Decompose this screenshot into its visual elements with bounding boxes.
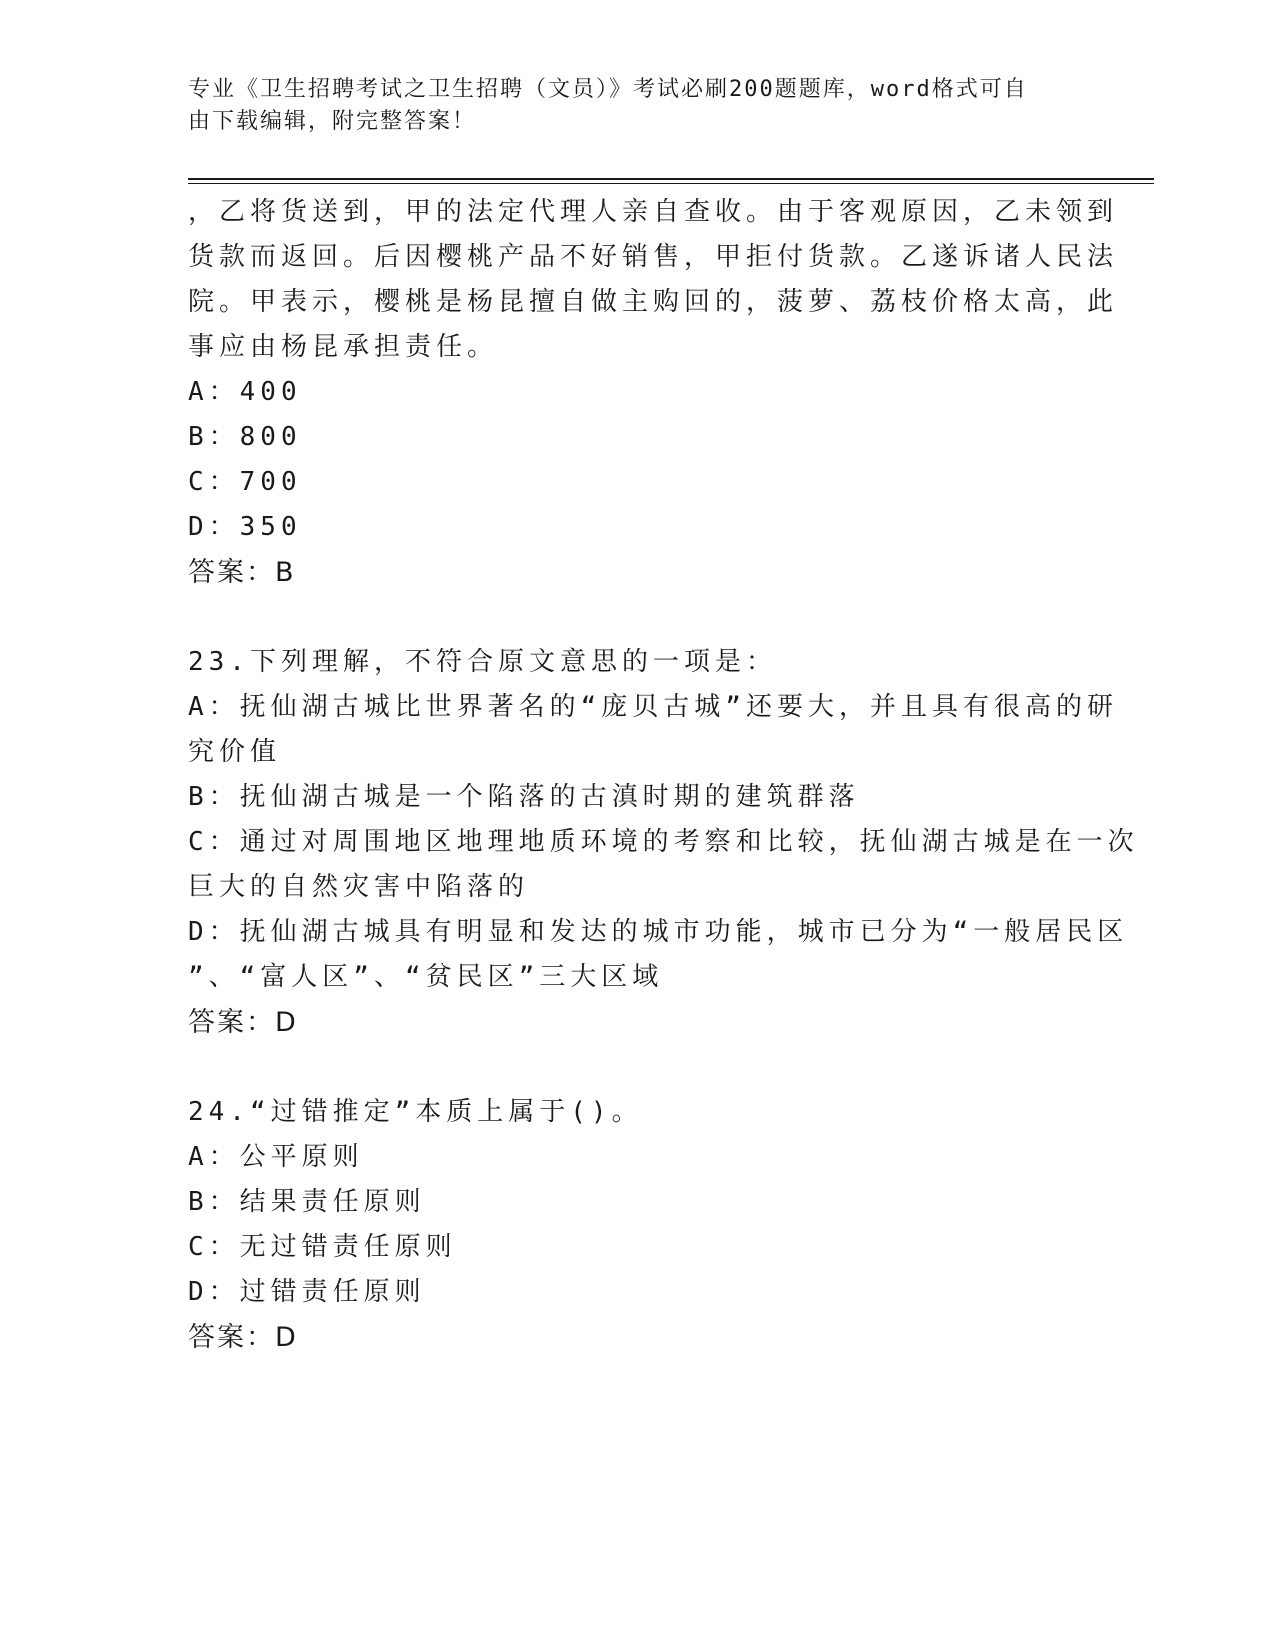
option-d: D：过错责任原则 [188,1277,426,1307]
option-d: D：抚仙湖古城具有明显和发达的城市功能，城市已分为“一般居民区 [188,917,1129,947]
option-b: B：800 [188,422,302,452]
option-a: A：400 [188,377,302,407]
question-text-line: 事应由杨昆承担责任。 [188,332,499,362]
question-23 [188,640,1139,1045]
option-a: A：公平原则 [188,1142,364,1172]
answer-line: 答案：D [188,1007,298,1038]
question-title: 23.下列理解，不符合原文意思的一项是： [188,647,777,677]
question-block-continued [188,190,1119,595]
answer-line: 答案：B [188,557,296,588]
question-text-line: 院。甲表示，樱桃是杨昆擅自做主购回的，菠萝、荔枝价格太高，此 [188,287,1119,317]
answer-line: 答案：D [188,1322,298,1353]
header-line-1: 专业《卫生招聘考试之卫生招聘（文员）》考试必刷200题题库，word格式可自 [188,77,1028,102]
header-divider [188,178,1154,184]
spacer [188,595,1088,640]
document-header [188,74,1088,138]
option-a-continued: 究价值 [188,737,282,767]
header-line-2: 由下载编辑，附完整答案！ [188,109,477,134]
question-24 [188,1090,1088,1360]
option-a: A：抚仙湖古城比世界著名的“庞贝古城”还要大，并且具有很高的研 [188,692,1118,722]
spacer [188,1045,1088,1090]
option-b: B：抚仙湖古城是一个陷落的古滇时期的建筑群落 [188,782,860,812]
option-d: D：350 [188,512,302,542]
option-b: B：结果责任原则 [188,1187,426,1217]
option-c: C：700 [188,467,302,497]
option-d-continued: ”、“富人区”、“贫民区”三大区域 [188,962,664,992]
question-title: 24.“过错推定”本质上属于()。 [188,1097,643,1127]
option-c: C：通过对周围地区地理地质环境的考察和比较，抚仙湖古城是在一次 [188,827,1139,857]
option-c-continued: 巨大的自然灾害中陷落的 [188,872,530,902]
question-text-line: 货款而返回。后因樱桃产品不好销售，甲拒付货款。乙遂诉诸人民法 [188,242,1119,272]
question-text-line: ，乙将货送到，甲的法定代理人亲自查收。由于客观原因，乙未领到 [188,197,1119,227]
option-c: C：无过错责任原则 [188,1232,457,1262]
document-body [188,190,1139,1360]
